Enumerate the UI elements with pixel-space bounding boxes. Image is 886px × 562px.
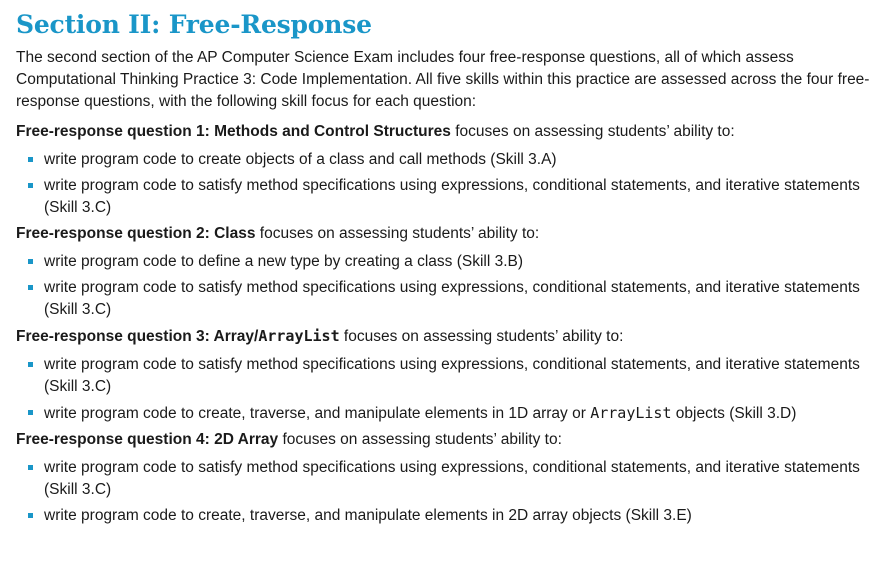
- question-2-skill-list: [16, 251, 882, 321]
- question-4-heading: [16, 429, 882, 451]
- bullet-square-icon: [28, 285, 33, 290]
- skill-text: write program code to satisfy method specifications using expressions, conditional statements, and iterative statements (Skill 3.C): [44, 356, 860, 395]
- bullet-square-icon: [28, 183, 33, 188]
- bullet-square-icon: [28, 465, 33, 470]
- skill-text-code: ArrayList: [590, 404, 672, 422]
- skill-text-after: objects (Skill 3.D): [671, 405, 797, 422]
- list-item: [16, 277, 882, 321]
- question-1-skill-list: [16, 149, 882, 219]
- list-item: [16, 149, 882, 171]
- skill-text: write program code to satisfy method specifications using expressions, conditional statements, and iterative statements (Skill 3.C): [44, 177, 860, 216]
- bullet-square-icon: [28, 513, 33, 518]
- question-2-heading: [16, 223, 882, 245]
- list-item: [16, 457, 882, 501]
- question-2-label: Free-response question 2: Class: [16, 225, 256, 242]
- question-4-label: Free-response question 4: 2D Array: [16, 431, 279, 448]
- question-3-label-code: ArrayList: [258, 327, 340, 345]
- document-page: [16, 8, 882, 531]
- bullet-square-icon: [28, 362, 33, 367]
- question-3-label: [16, 328, 340, 345]
- question-1-heading: [16, 121, 882, 143]
- question-3-heading: [16, 325, 882, 348]
- skill-text: write program code to define a new type by creating a class (Skill 3.B): [44, 253, 524, 270]
- skill-text: write program code to satisfy method specifications using expressions, conditional statements, and iterative statements (Skill 3.C): [44, 279, 860, 318]
- bullet-square-icon: [28, 410, 33, 415]
- skill-text: write program code to satisfy method specifications using expressions, conditional statements, and iterative statements (Skill 3.C): [44, 459, 860, 498]
- bullet-square-icon: [28, 259, 33, 264]
- list-item: [16, 175, 882, 219]
- skill-text: write program code to create, traverse, and manipulate elements in 2D array objects (Skill 3.E): [44, 507, 692, 524]
- skill-text: write program code to create objects of a class and call methods (Skill 3.A): [44, 151, 557, 168]
- question-4-skill-list: [16, 457, 882, 527]
- list-item: [16, 354, 882, 398]
- question-4-suffix: focuses on assessing students’ ability to:: [278, 431, 562, 448]
- bullet-square-icon: [28, 157, 33, 162]
- question-3-label-prefix: Free-response question 3: Array/: [16, 328, 259, 345]
- list-item: [16, 402, 882, 425]
- skill-text-before: write program code to create, traverse, and manipulate elements in 1D array or: [44, 405, 591, 422]
- question-3-skill-list: [16, 354, 882, 425]
- section-title: Section II: Free-Response: [16, 10, 372, 39]
- list-item: [16, 505, 882, 527]
- section-intro: The second section of the AP Computer Science Exam includes four free-response questions, all of which assess Computational Thinking Practice 3: Code Implementation. All five skills within this practice are assessed across the four free-response questions, with the following skill focus for each question:: [16, 49, 870, 110]
- question-1-label: Free-response question 1: Methods and Control Structures: [16, 123, 451, 140]
- list-item: [16, 251, 882, 273]
- question-3-suffix: focuses on assessing students’ ability to:: [339, 328, 624, 345]
- question-2-suffix: focuses on assessing students’ ability to:: [255, 225, 540, 242]
- question-1-suffix: focuses on assessing students’ ability to:: [450, 123, 735, 140]
